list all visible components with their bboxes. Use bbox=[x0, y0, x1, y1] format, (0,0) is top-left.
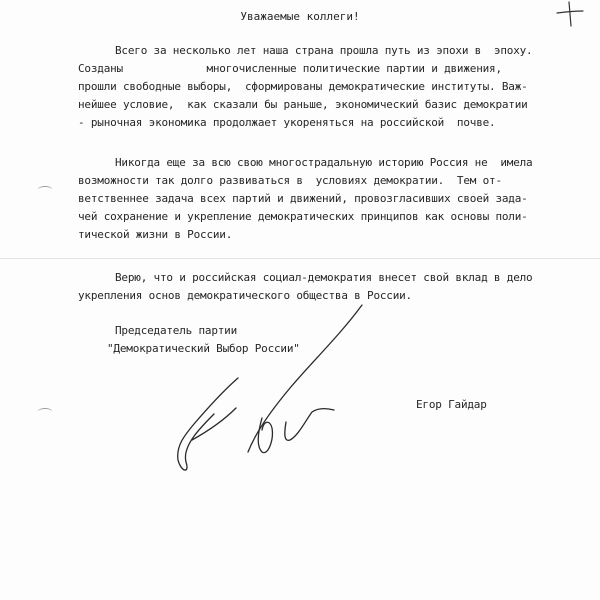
paragraph3-line2: укрепления основ демократического общества в России. bbox=[78, 289, 412, 302]
corner-mark-icon bbox=[557, 2, 583, 26]
chairman-title: Председатель партии bbox=[115, 324, 238, 337]
paragraph2-line1: Никогда еще за всю свою многострадальную историю Россия не имела bbox=[115, 156, 533, 169]
paragraph2-line4: чей сохранение и укрепление демократических принципов как основы поли- bbox=[78, 210, 528, 223]
party-name: "Демократический Выбор России" bbox=[107, 342, 300, 355]
paragraph2-line2: возможности так долго развиваться в условиях демократии. Тем от- bbox=[78, 174, 502, 187]
paragraph1-line4: нейшее условие, как сказали бы раньше, экономический базис демократии bbox=[78, 98, 528, 111]
signatory-name: Егор Гайдар bbox=[416, 398, 487, 411]
paragraph1-line5: - рыночная экономика продолжает укореняться на российской почве. bbox=[78, 116, 496, 129]
paragraph1-line1: Всего за несколько лет наша страна прошла путь из эпохи в эпоху. bbox=[115, 44, 533, 57]
paragraph2-line5: тической жизни в России. bbox=[78, 228, 233, 241]
paragraph3-line1: Верю, что и российская социал-демократия внесет свой вклад в дело bbox=[115, 271, 533, 284]
paragraph2-line3: ветственнее задача всех партий и движений, провозгласивших своей задa- bbox=[78, 192, 528, 205]
paragraph1-line2: Созданы многочисленные политические партии и движения, bbox=[78, 62, 502, 75]
paragraph1-line3: прошли свободные выборы, сформированы демократические институты. Важ- bbox=[78, 80, 528, 93]
salutation: Уважаемые коллеги! bbox=[240, 10, 360, 23]
signature-icon bbox=[178, 305, 362, 470]
